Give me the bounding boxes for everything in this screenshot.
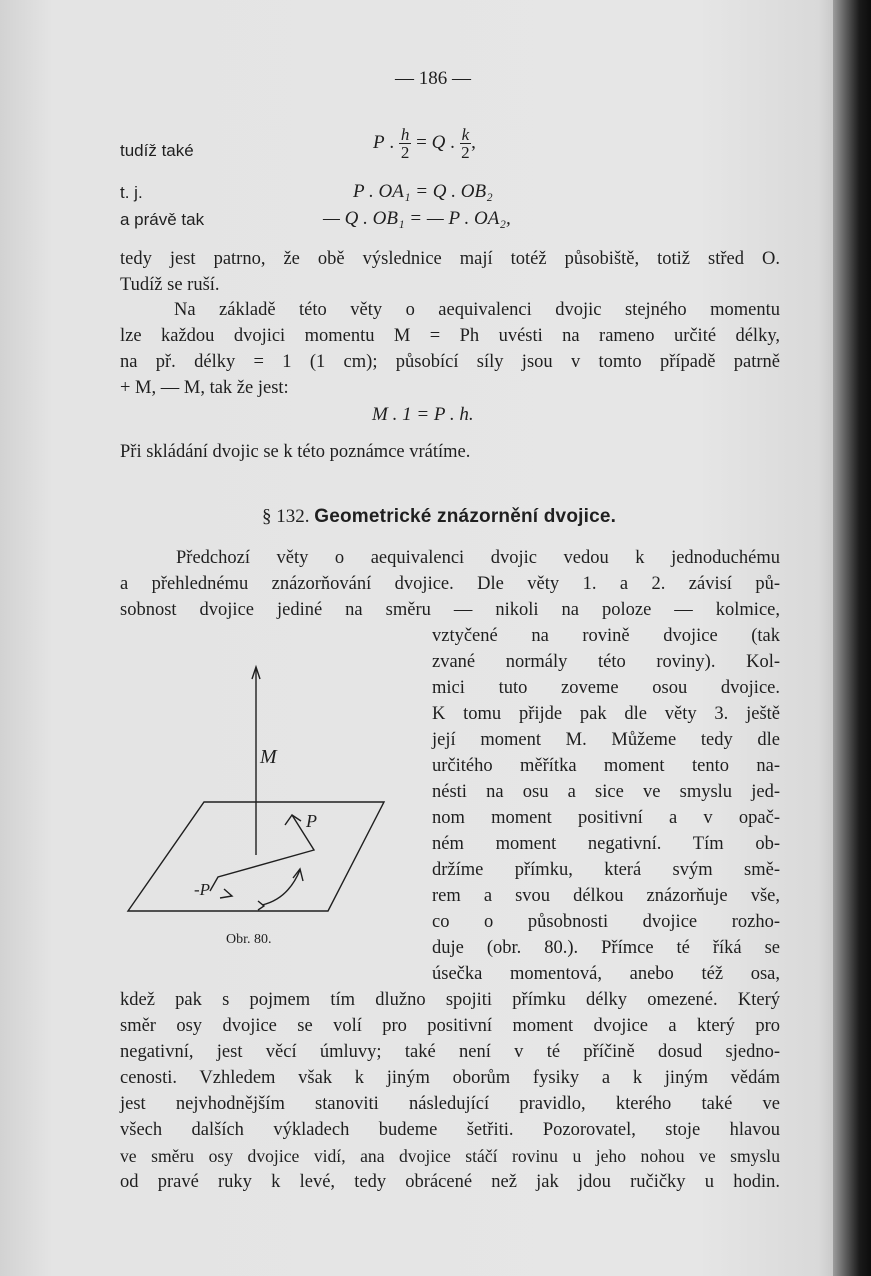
equation-label-2: t. j.: [120, 183, 143, 202]
figure-label-p: P: [306, 811, 317, 831]
para4-wrap-13: duje (obr. 80.). Přímce té říká se: [432, 938, 780, 958]
para3: Při skládání dvojic se k této poznámce vrátíme.: [120, 442, 471, 462]
para4-wrap-5: její moment M. Můžeme tedy dle: [432, 730, 780, 750]
figure-p-arrowhead: [285, 815, 301, 825]
figure-couple-axis: [120, 655, 400, 925]
para4-rest-8: od pravé ruky k levé, tedy obrácené než jak jdou ručičky u hodin.: [120, 1172, 780, 1192]
section-title: Geometrické znázornění dvojice.: [314, 506, 617, 527]
para2-line-2: lze každou dvojici momentu M = Ph uvésti na rameno určité délky,: [120, 326, 780, 346]
para4-rest-6: všech dalších výkladech budeme šetřiti. Pozorovatel, stoje hlavou: [120, 1120, 780, 1140]
equation-3: — Q . OB₁ = — P . OA₂,: [323, 208, 511, 229]
figure-neg-p-arrowhead: [220, 889, 232, 898]
para2-line-1: Na základě této věty o aequivalenci dvojic stejného momentu: [174, 300, 780, 320]
para4-rest-7: ve směru osy dvojice vidí, ana dvojice stáčí rovinu u jeho nohou ve smyslu: [120, 1146, 780, 1166]
equation-2: P . OA₁ = Q . OB₂: [353, 181, 493, 202]
eq1-num-left: h: [400, 125, 410, 144]
section-number: § 132.: [262, 506, 310, 527]
eq1-p: P: [373, 131, 385, 153]
para4-line-3: sobnost dvojice jediné na směru — nikoli na poloze — kolmice,: [120, 600, 780, 620]
eq1-equals: =: [416, 131, 427, 153]
para4-rest-5: jest nejvhodnějším stanoviti následující pravidlo, kterého také ve: [120, 1094, 780, 1114]
para4-line-2: a přehlednému znázorňování dvojice. Dle věty 1. a 2. závisí pů-: [120, 574, 780, 594]
para4-wrap-1: vztyčené na rovině dvojice (tak: [432, 626, 780, 646]
eq1-num-right: k: [461, 125, 470, 144]
para2-line-4: + M, — M, tak že jest:: [120, 378, 289, 398]
para4-wrap-7: nésti na osu a sice ve smyslu jed-: [432, 782, 780, 802]
para4-wrap-2: zvané normály této roviny). Kol-: [432, 652, 780, 672]
para1-line-1: tedy jest patrno, že obě výslednice mají totéž působiště, totiž střed O.: [120, 249, 780, 269]
para4-wrap-6: určitého měřítka moment tento na-: [432, 756, 780, 776]
equation-label-1: tudíž také: [120, 141, 194, 160]
para1-line-2: Tudíž se ruší.: [120, 275, 220, 295]
para4-wrap-12: co o působnosti dvojice rozho-: [432, 912, 780, 932]
para4-wrap-14: úsečka momentová, anebo též osa,: [432, 964, 780, 984]
figure-caption: Obr. 80.: [226, 932, 272, 947]
para4-wrap-4: K tomu přijde pak dle věty 3. ještě: [432, 704, 780, 724]
para4-wrap-11: rem a svou délkou znázorňuje vše,: [432, 886, 780, 906]
equation-1: P . $\frac{h}{2}$ = Q . $\frac{k}{2}$ ,: [373, 125, 476, 162]
eq1-den-left: 2: [400, 143, 410, 162]
para4-wrap-9: ném moment negativní. Tím ob-: [432, 834, 780, 854]
figure-label-m: M: [260, 746, 277, 768]
para4-wrap-10: držíme přímku, která svým smě-: [432, 860, 780, 880]
section-heading: [262, 506, 616, 528]
para4-rest-2: směr osy dvojice se volí pro positivní moment dvojice a který pro: [120, 1016, 780, 1036]
para4-rest-3: negativní, jest věcí úmluvy; také není v té příčině dosud sjedno-: [120, 1042, 780, 1062]
para4-line-1: Předchozí věty o aequivalenci dvojic vedou k jednoduchému: [176, 548, 780, 568]
figure-rotation-tail: [258, 901, 264, 910]
para4-wrap-3: mici tuto zoveme osou dvojice.: [432, 678, 780, 698]
equation-label-3: a právě tak: [120, 210, 205, 229]
eq1-den-right: 2: [461, 143, 470, 162]
para4-wrap-8: nom moment positivní a v opač-: [432, 808, 780, 828]
eq1-tail: ,: [471, 131, 476, 153]
equation-m: M . 1 = P . h.: [372, 404, 474, 425]
figure-arm: [210, 815, 314, 891]
para2-line-3: na př. délky = 1 (1 cm); působící síly jsou v tomto případě patrně: [120, 352, 780, 372]
book-spine-shadow: [833, 0, 871, 1276]
eq1-q: Q: [431, 131, 446, 153]
page-number: — 186 —: [395, 68, 471, 89]
figure-label-neg-p: -P: [194, 880, 211, 899]
para4-rest-4: cenosti. Vzhledem však k jiným oborům fysiky a k jiným vědám: [120, 1068, 780, 1088]
para4-rest-1: kdež pak s pojmem tím dlužno spojiti přímku délky omezené. Který: [120, 990, 780, 1010]
